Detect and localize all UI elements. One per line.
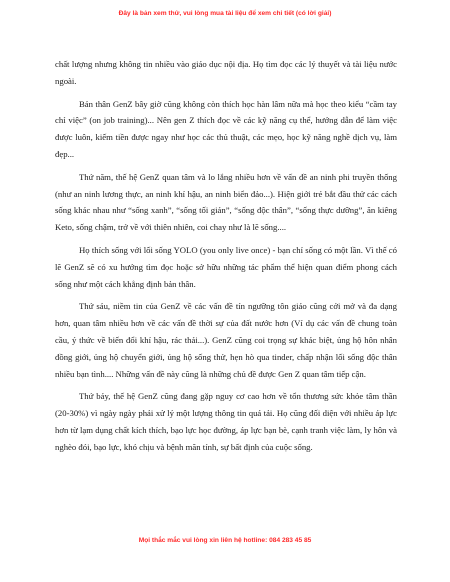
document-body <box>55 56 397 462</box>
paragraph-fifth-point: Thứ năm, thế hệ GenZ quan tâm và lo lắng nhiều hơn về vấn đề an ninh phi truyền thống (như an ninh lương thực, an ninh khí hậu, an ninh biển đảo...). Hiện giới trẻ bắt đầu thử các cách sống khác nhau như “sống xanh”, “sống tối giản”, “sống độc thân”, “sống thực dưỡng”, ăn kiêng Keto, sống chậm, trở về với thiên nhiên, coi chay như là lẽ sống.... <box>55 171 397 233</box>
preview-notice-banner: Đây là bản xem thử, vui lòng mua tài liệu để xem chi tiết (có lời giải) <box>118 10 332 17</box>
paragraph-job-training: Bản thân GenZ bây giờ cũng không còn thích học hàn lâm nữa mà học theo kiểu “cầm tay chỉ việc” (on job training)... Nên gen Z thích đọc về các kỹ năng cụ thể, hướng dẫn để làm việc được luôn, kiếm tiền được ngay như học các thủ thuật, các mẹo, học kỹ năng nghề dịch vụ, làm đẹp... <box>55 98 397 159</box>
hotline-footer: Mọi thắc mắc vui lòng xin liên hệ hotline: 084 283 45 85 <box>138 537 312 544</box>
paragraph-sixth-point: Thứ sáu, niềm tin của GenZ về các vấn đề tín ngưỡng tôn giáo cũng cởi mở và đa dạng hơn, quan tâm nhiều hơn về các vấn đề thời sự của đất nước hơn (Ví dụ các vấn đề chung toàn cầu, ý thức về biến đổi khí hậu, rác thải...). GenZ cũng coi trọng sự khác biệt, ủng hộ hôn nhân đồng giới, ủng hộ chuyển giới, ủng hộ sống thử, hẹn hò qua tinder, chấp nhận lối sống độc thân nhiều bạn tình.... Những vấn đề này cũng là những chủ đề được Gen Z quan tâm tiếp cận. <box>55 301 397 379</box>
paragraph-yolo: Họ thích sống với lối sống YOLO (you only live once) - bạn chỉ sống có một lần. Vì thế có lẽ GenZ sẽ có xu hướng tìm đọc hoặc sở hữu những tác phẩm thể hiện quan điểm phong cách sống như một cách khẳng định bản thân. <box>55 244 397 289</box>
paragraph-seventh-point: Thứ bảy, thế hệ GenZ cũng đang gặp nguy cơ cao hơn về tổn thương sức khỏe tâm thần (20-30%) vì ngày ngày phải xử lý một lượng thông tin quá tải. Họ cũng đối diện với nhiều áp lực hơn từ lạm dụng chất kích thích, bạo lực học đường, áp lực bạn bè, cạnh tranh việc làm, ly hôn và nghèo đói, bạo lực, khó chịu và bệnh mãn tính, sự bất định của cuộc sống. <box>55 391 397 452</box>
paragraph-continuation: chất lượng nhưng không tin nhiều vào giáo dục nội địa. Họ tìm đọc các lý thuyết và tài liệu nước ngoài. <box>55 59 397 86</box>
